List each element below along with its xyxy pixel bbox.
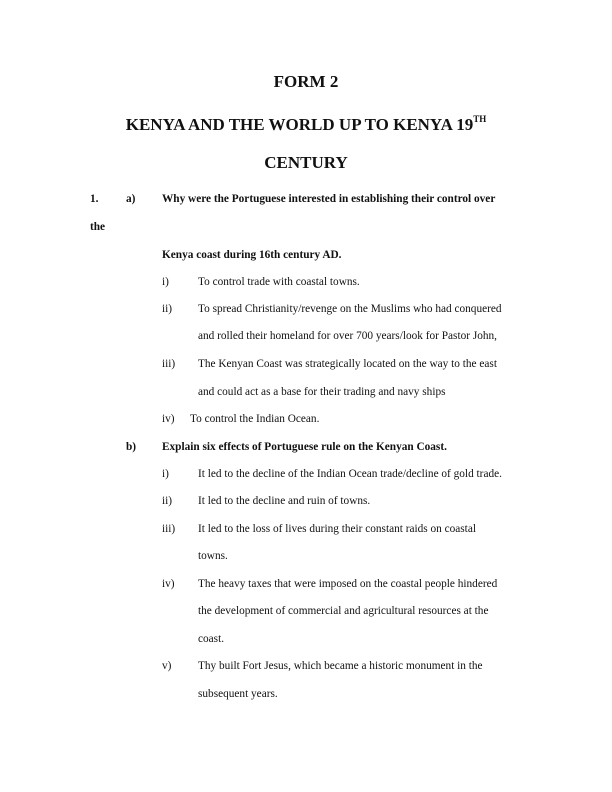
- part-b-item-text: It led to the decline of the Indian Ocean trade/decline of gold trade.: [198, 468, 502, 480]
- page-title: [0, 115, 612, 135]
- part-a-item-text: and rolled their homeland for over 700 years/look for Pastor John,: [198, 330, 497, 342]
- page-title-continued: CENTURY: [264, 153, 348, 172]
- part-b-label: b): [126, 441, 137, 453]
- part-a-item-text: To control the Indian Ocean.: [190, 413, 320, 425]
- form-heading: FORM 2: [273, 72, 339, 91]
- part-b-item-num: iv): [162, 578, 175, 590]
- part-b-item-num: ii): [162, 495, 173, 507]
- part-a-item-text: To spread Christianity/revenge on the Muslims who had conquered: [198, 303, 502, 315]
- part-b-item-text: It led to the decline and ruin of towns.: [198, 495, 371, 507]
- part-a-question-line1: Why were the Portuguese interested in establishing their control over: [162, 193, 496, 205]
- part-a-label: a): [126, 193, 136, 205]
- part-a-item-num: ii): [162, 303, 173, 315]
- part-b-item-text: subsequent years.: [198, 688, 278, 700]
- part-b-item-num: v): [162, 660, 172, 672]
- part-b-question: Explain six effects of Portuguese rule on the Kenyan Coast.: [162, 441, 447, 453]
- part-a-item-text: To control trade with coastal towns.: [198, 276, 360, 288]
- part-b-item-text: towns.: [198, 550, 228, 562]
- part-b-item-num: i): [162, 468, 169, 480]
- part-b-item-text: coast.: [198, 633, 225, 645]
- part-a-item-num: iii): [162, 358, 176, 370]
- page-title-superscript: TH: [473, 114, 487, 125]
- part-a-item-text: and could act as a base for their trading and navy ships: [198, 386, 446, 398]
- part-a-item-num: iv): [162, 413, 175, 425]
- part-a-question-wrap: the: [90, 221, 106, 233]
- part-a-item-num: i): [162, 276, 169, 288]
- part-a-question-line2: Kenya coast during 16th century AD.: [162, 249, 342, 261]
- part-b-item-text: It led to the loss of lives during their constant raids on coastal: [198, 523, 476, 535]
- part-a-item-text: The Kenyan Coast was strategically located on the way to the east: [198, 358, 497, 370]
- part-b-item-text: Thy built Fort Jesus, which became a historic monument in the: [198, 660, 483, 672]
- part-b-item-text: the development of commercial and agricultural resources at the: [198, 605, 489, 617]
- part-b-item-num: iii): [162, 523, 176, 535]
- part-b-item-text: The heavy taxes that were imposed on the coastal people hindered: [198, 578, 498, 590]
- question-number: 1.: [90, 193, 99, 205]
- page-title-main: KENYA AND THE WORLD UP TO KENYA 19: [125, 115, 474, 134]
